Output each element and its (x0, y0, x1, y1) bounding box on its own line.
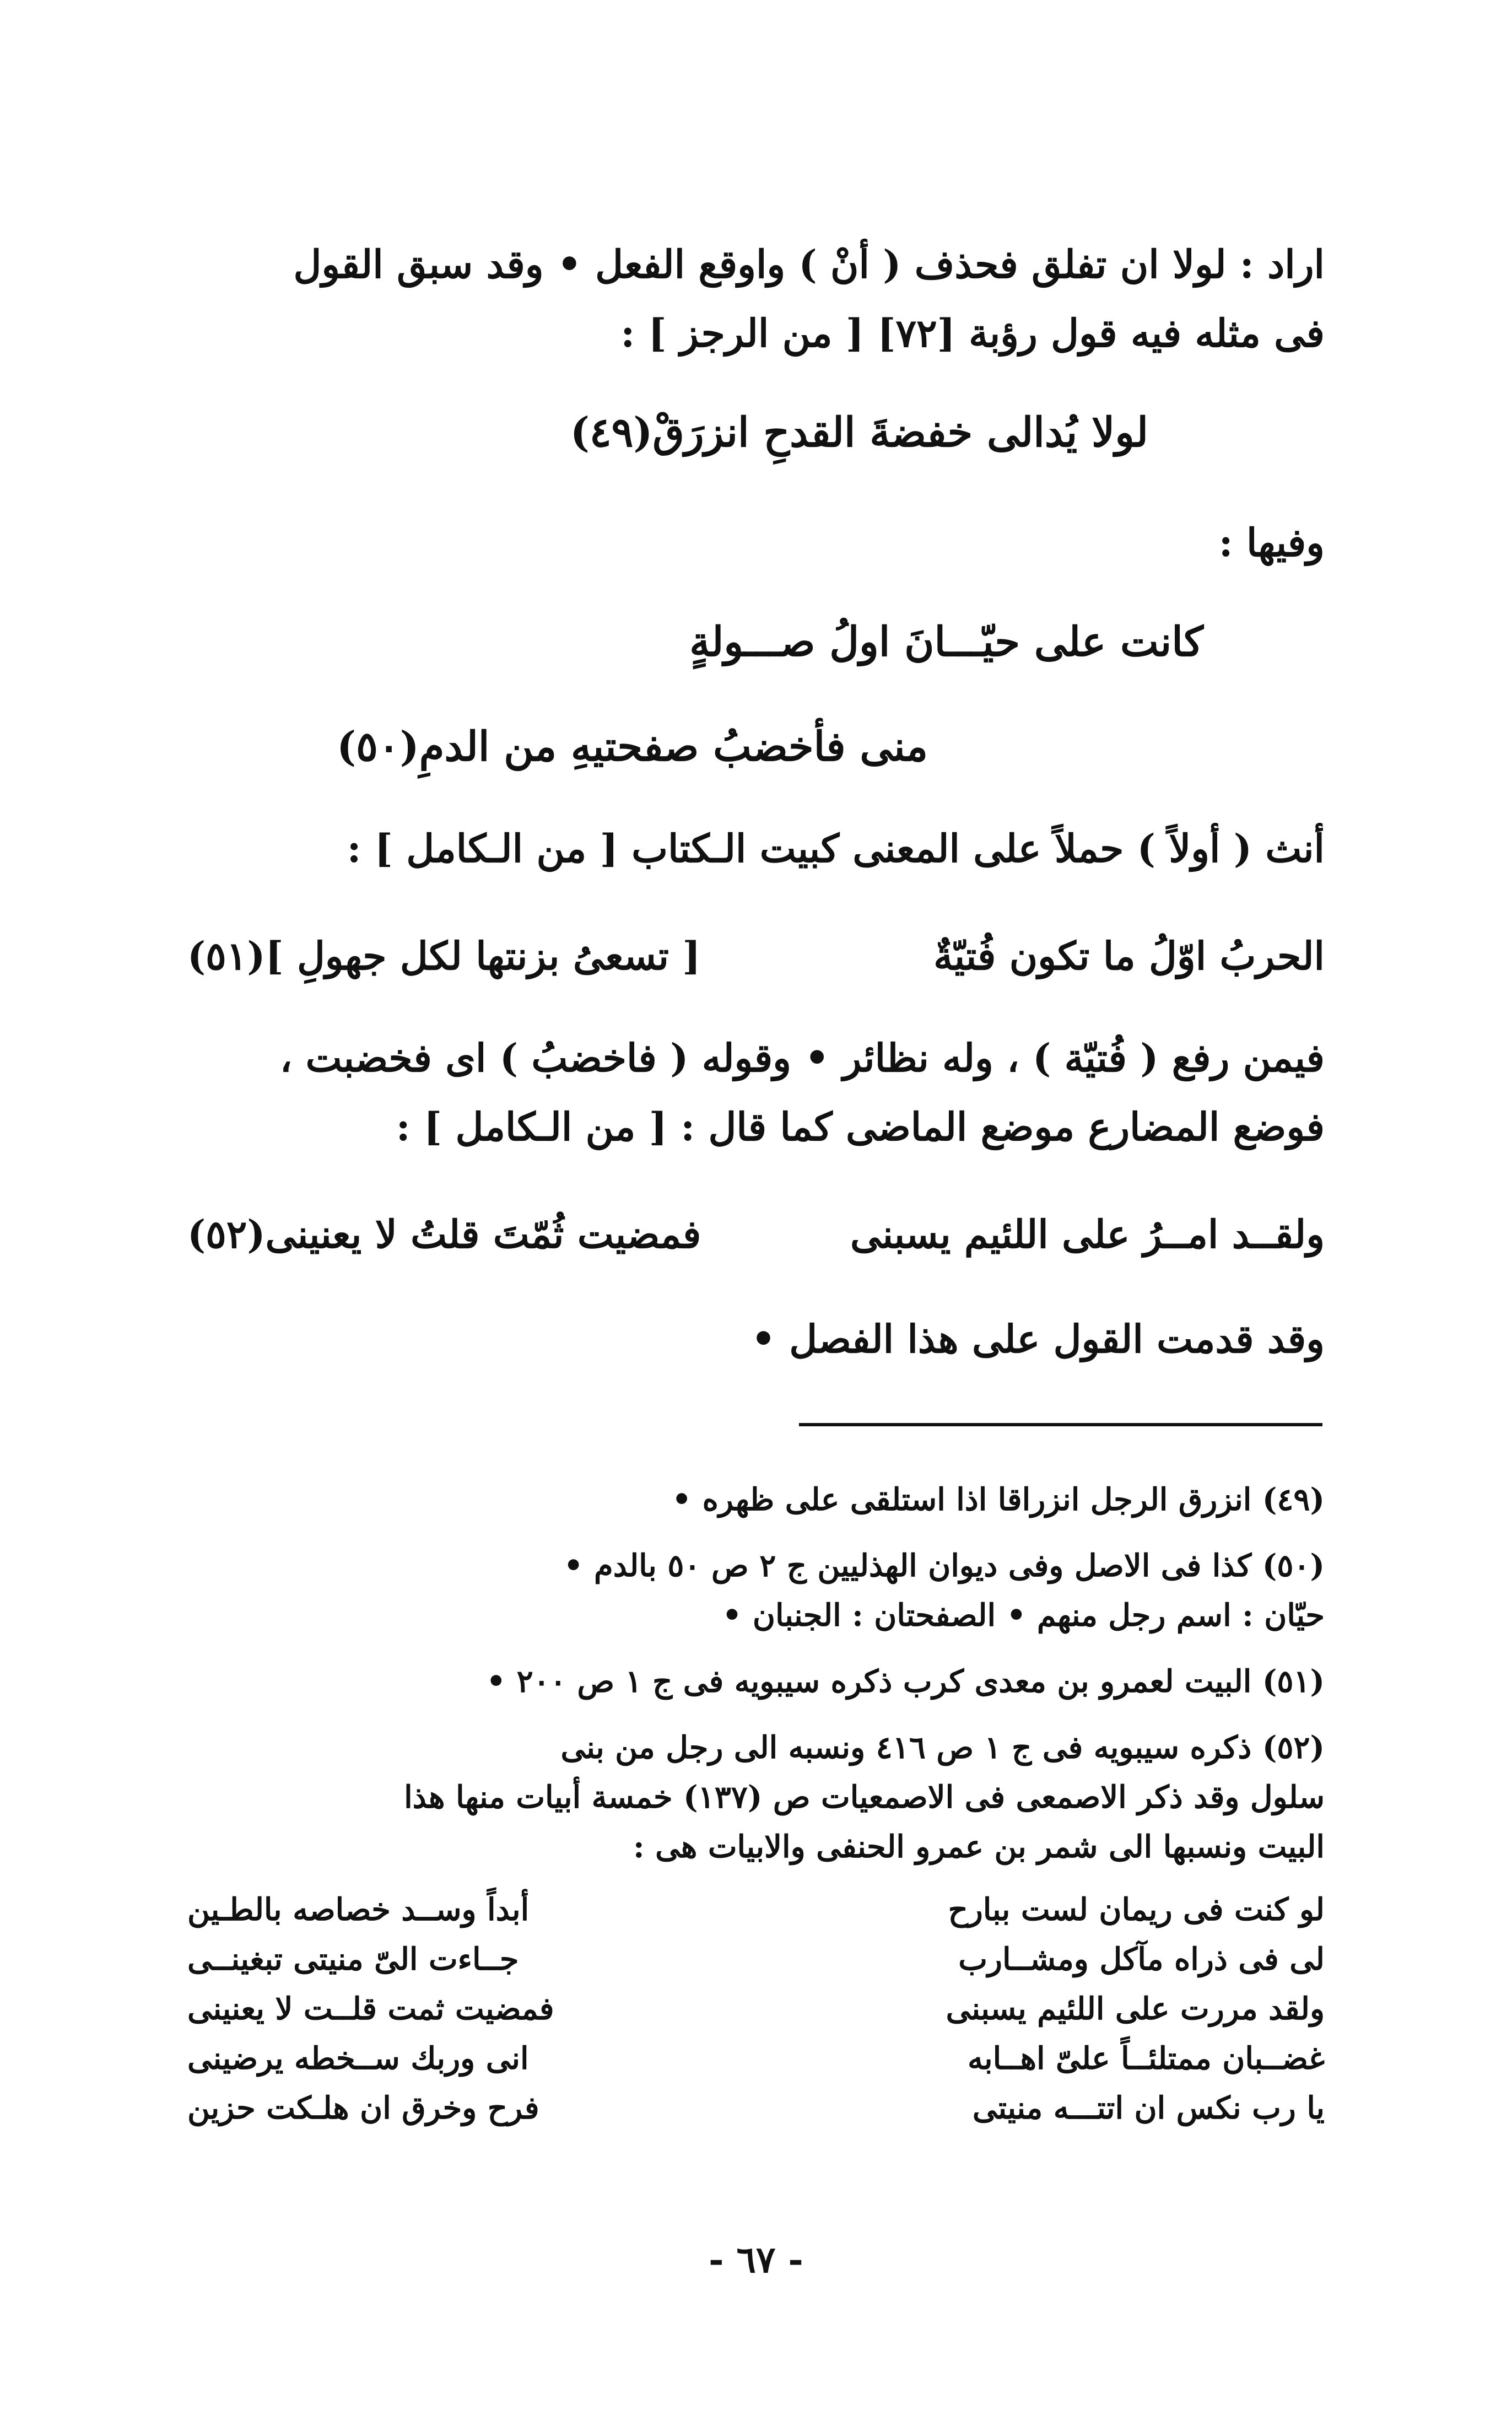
poem-second-hemistich: جــاءت الىّ منيتى تبغينــى (187, 1941, 519, 1977)
body-line-4: أنث ( أولاً ) حملاً على المعنى كبيت الـكتاب [ من الـكامل ] : (347, 826, 1325, 871)
verse-5-second-hemistich: فمضيت ثُمّتَ قلتُ لا يعنينى(٥٢) (187, 1211, 701, 1257)
verse-line-3: منى فأخضبُ صفحتيهِ من الدمِ(٥٠) (337, 723, 928, 770)
poem-first-hemistich: لى فى ذراه مآكل ومشــارب (958, 1941, 1325, 1977)
poem-verse (187, 1934, 1325, 1984)
verse-line-1: لولا يُدالى خفضةَ القدحِ انزرَقْ(٤٩) (570, 409, 1148, 456)
verse-line-4 (187, 926, 1325, 987)
poem-first-hemistich: يا رب نكس ان اتتـــه منيتى (972, 2090, 1325, 2126)
footnote-52-line-3: البيت ونسبها الى شمر بن عمرو الحنفى والابيات هى : (633, 1829, 1325, 1865)
poem-verse (187, 2083, 1325, 2133)
poem-first-hemistich: لو كنت فى ريمان لست ببارح (948, 1891, 1325, 1928)
poem-first-hemistich: ولقد مررت على اللئيم يسبنى (946, 1991, 1325, 2027)
poem-verse (187, 1984, 1325, 2034)
footnote-50-continued: حيّان : اسم رجل منهم • الصفحتان : الجنبان • (722, 1597, 1325, 1634)
body-line-7: وقد قدمت القول على هذا الفصل • (751, 1316, 1325, 1362)
body-line-2: فى مثله فيه قول رؤبة [٧٢] [ من الرجز ] : (620, 310, 1325, 356)
footnote-52: (٥٢) ذكره سيبويه فى ج ١ ص ٤١٦ ونسبه الى رجل من بنى (560, 1729, 1325, 1766)
poem-second-hemistich: انى وربك ســخطه يرضينى (187, 2040, 529, 2077)
footnote-51: (٥١) البيت لعمرو بن معدى كرب ذكره سيبويه فى ج ١ ص ٢٠٠ • (486, 1663, 1325, 1700)
poem-second-hemistich: فمضيت ثمت قلــت لا يعنينى (187, 1991, 554, 2027)
footnote-52-line-2: سلول وقد ذكر الاصمعى فى الاصمعيات ص (١٣٧) خمسة أبيات منها هذا (404, 1779, 1325, 1815)
footnote-49: (٤٩) انزرق الرجل انزراقا اذا استلقى على ظهره • (672, 1481, 1325, 1518)
page-number: - ٦٧ - (709, 2238, 803, 2281)
verse-line-5 (187, 1204, 1325, 1265)
verse-4-first-hemistich: الحربُ اوّلُ ما تكون فُتيّةٌ (933, 933, 1325, 979)
poem-second-hemistich: أبداً وســد خصاصه بالطـين (187, 1891, 530, 1928)
poem-first-hemistich: غضــبان ممتلئــاً علىّ اهــابه (967, 2040, 1325, 2077)
verse-4-second-hemistich: [ تسعىُ بزنتها لكل جهولِ ](٥١) (187, 933, 701, 979)
body-line-6: فوضع المضارع موضع الماضى كما قال : [ من الـكامل ] : (396, 1104, 1325, 1150)
verse-line-2: كانت على حيّـــانَ اولُ صـــولةٍ (689, 618, 1203, 666)
poem-second-hemistich: فرح وخرق ان هلـكت حزين (187, 2090, 539, 2126)
poem-verse (187, 1885, 1325, 1934)
body-line-3: وفيها : (1218, 520, 1325, 565)
poem-verse (187, 2034, 1325, 2083)
verse-5-first-hemistich: ولقــد امــرُ على اللئيم يسبنى (850, 1211, 1325, 1257)
footnote-separator (799, 1423, 1322, 1426)
footnote-50: (٥٠) كذا فى الاصل وفى ديوان الهذليين ج ٢ ص ٥٠ بالدم • (563, 1548, 1325, 1584)
body-line-5: فيمن رفع ( فُتيّة ) ، وله نظائر • وقوله ( فاخضبُ ) اى فخضبت ، (279, 1035, 1325, 1081)
body-line-1: اراد : لولا ان تفلق فحذف ( أنْ ) واوقع الفعل • وقد سبق القول (293, 241, 1325, 287)
